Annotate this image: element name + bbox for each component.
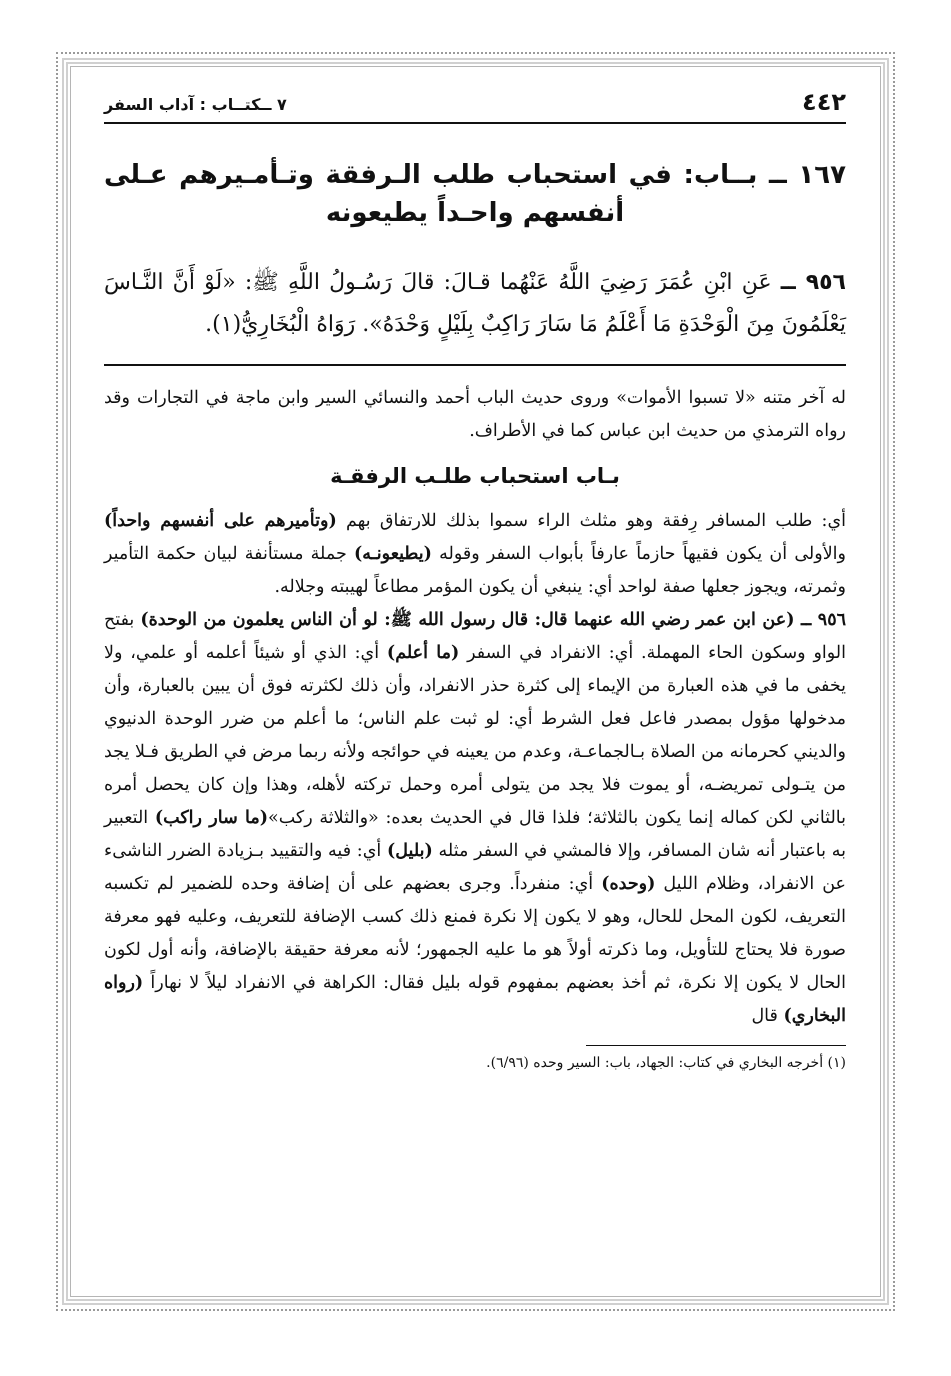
page-content — [104, 88, 846, 1076]
text-run: أي: الذي أو شيئاً أعلمه أو علمي، ولا يخفى ما في هذه العبارة من الإيماء إلى كثرة حذر الانفراد، وأن ذلك لكثرته فوق أن يبين بالعبارة، وأن مدخولها مؤول بمصدر فاعل فعل الشرط أي: لو ثبت علم الناس؛ ما أعلم من ضرر الوحدة الدنيوي والديني كحرمانه من الصلاة بـالجماعـة، وعدم من يعينه في حوائجه ولأنه ربما مرض في الطريق فـلا يجد من يتـولى تمريضـه، أو يموت فلا يجد من يتولى أمره وحمل تركته لأهله، وهذا وإن كان يحصل أمره بالثاني لكن كماله إنما يكون بالثلاثة؛ فلذا قال في الحديث بعده: «والثلاثة ركب» — [104, 643, 846, 828]
section-divider — [104, 364, 846, 366]
bold-run: (ما أعلم) — [386, 643, 460, 663]
commentary-paragraph-1 — [104, 505, 846, 604]
hadith-body: عَنِ ابْنِ عُمَرَ رَضِيَ اللَّهُ عَنْهُما قـالَ: قالَ رَسُـولُ اللَّهِ ﷺ: «لَوْ أَنَّ النَّـاسَ يَعْلَمُونَ مِنَ الْوَحْدَةِ مَا أَعْلَمُ مَا سَارَ رَاكِبٌ بِلَيْلٍ وَحْدَهُ». رَوَاهُ الْبُخَارِيُّ(١). — [104, 270, 846, 337]
text-run: أي: فيه والتقييد بـزيادة الضرر الناشىء عن الانفراد، وظلام الليل — [104, 841, 846, 894]
text-run: جملة مستأنفة لبيان حكمة التأمير وثمرته، ويجوز جعلها صفة لواحد أي: ينبغي أن يكون المؤمر مطاعاً لهيبته وجلاله. — [104, 544, 846, 597]
bold-run: ٩٥٦ ــ (عن ابن عمر رضي الله عنهما قال: قال رسول الله ﷺ: لو أن الناس يعلمون من الوحدة) — [140, 610, 846, 630]
bold-run: (بليل) — [387, 841, 433, 861]
text-run: بفتح الواو وسكون الحاء المهملة. أي: الانفراد في السفر — [104, 610, 846, 663]
hadith-number: ٩٥٦ ــ — [780, 270, 846, 295]
commentary-intro: له آخر متنه «لا تسبوا الأموات» وروى حديث الباب أحمد والنسائي السير وابن ماجة في التجارات وقد رواه الترمذي من حديث ابن عباس كما في الأطراف. — [104, 388, 846, 441]
footnote: (١) أخرجه البخاري في كتاب: الجهاد، باب: السير وحده (٦/٩٦). — [486, 1055, 846, 1071]
text-run: أي: طلب المسافر رِفقة وهو مثلث الراء سموا بذلك للارتفاق بهم — [336, 511, 846, 531]
chapter-title: ١٦٧ ــ بــاب: في استحباب طلب الـرفقة وتـأمـيرهم عـلى أنفسهم واحـداً يطيعونه — [104, 160, 846, 228]
commentary-sub-heading: بـاب استحباب طلـب الرفقـة — [330, 464, 620, 488]
bold-run: (وتأميرهم على أنفسهم واحداً) — [104, 511, 337, 531]
bold-run: (رواه البخاري) — [104, 973, 846, 1026]
text-run: قال — [751, 1006, 784, 1026]
page-number: ٤٤٢ — [802, 88, 846, 116]
text-run: والأولى أن يكون فقيهاً حازماً عارفاً بأبواب السفر وقوله — [431, 544, 846, 564]
bold-run: (يطيعونـه) — [354, 544, 432, 564]
text-run: التعبير به باعتبار أنه شان المسافر، وإلا فالمشي في السفر مثله — [104, 808, 846, 861]
running-title: ٧ ــكتــاب : آداب السفر — [104, 95, 287, 114]
commentary-paragraph-2 — [104, 604, 846, 1033]
page-header — [104, 88, 846, 124]
commentary — [104, 382, 846, 1033]
bold-run: (وحده) — [601, 874, 656, 894]
hadith-text — [104, 262, 846, 346]
footnote-divider — [586, 1045, 846, 1046]
bold-run: (ما سار راكب) — [154, 808, 268, 828]
text-run: أي: منفرداً. وجرى بعضهم على أن إضافة وحده للضمير لم تكسبه التعريف، لكون المحل للحال، وهو لا يكون إلا نكرة فمنع ذلك كسب الإضافة للتعريف، وعليه فهو معرفة صورة فلا يحتاج للتأويل، وما ذكرته أولاً هو ما عليه الجمهور؛ لأنه معرفة حقيقة بالإضافة، وأنه أول لكون الحال لا يكون إلا نكرة، ثم أخذ بعضهم بمفهوم قوله بليل فقال: الكراهة في الانفراد ليلاً لا نهاراً — [104, 874, 846, 993]
